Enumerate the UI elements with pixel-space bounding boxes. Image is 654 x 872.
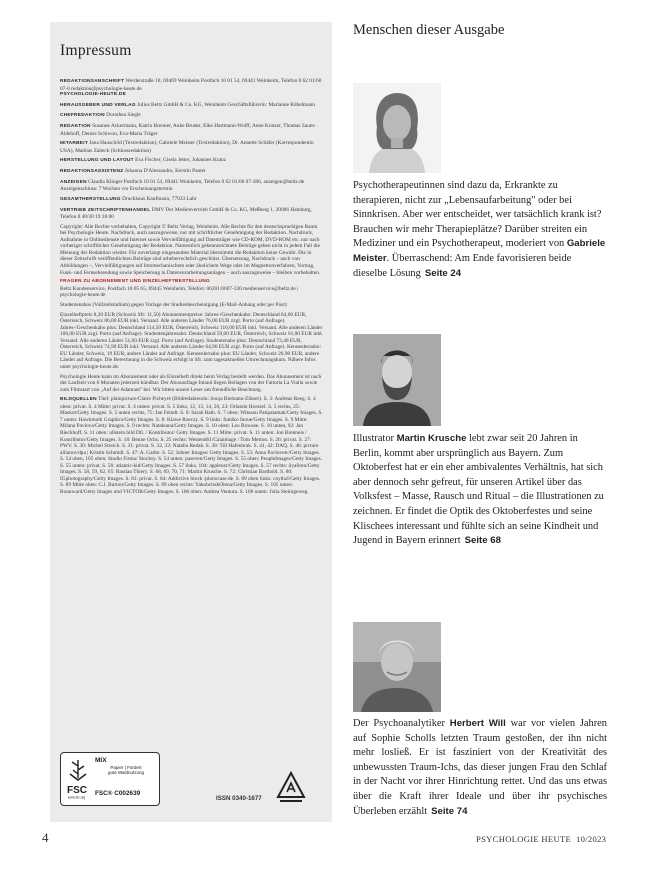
photo-martin-krusche bbox=[353, 334, 441, 426]
contributor-2-post: lebt zwar seit 20 Jahren in Berlin, kommt aber ursprünglich aus Bayern. Zum Oktoberfest hat er ein eher ambivalentes Verhältnis, hat sich aber dennoch sehr gefreut, für unseren Artikel über das Volksfest – Masse, Rausch und Ritual – die Illustrationen zu zeichnen. Er findet die Optik des Oktoberfestes und seine Klischees interessant und fühlte sich an seine Kindheit und Jugend in Bayern erinnert bbox=[353, 433, 604, 547]
impressum-label: REDAKTIONSANSCHRIFT bbox=[60, 79, 125, 84]
impressum-text: Druckhaus Kaufmann, 77933 Lahr bbox=[120, 195, 197, 202]
impressum-text: Titel: plainpicture/Claire Picheyre (Bildredakteurin: Sonja Riemann-Zibner). S. 3: Andreas Reeg. S. 4 oben: privat. S. 4 Mitte: privat. S. 4 unten: privat. S. 5 links, 12, 13, 14, 20, 23: Orlando Hoetzel. S. 5 rechts, 25: Maskot/Getty Images. S. 5 unten rechts, 75: Jan Feindt. S. 6: Sarah Bath. S. 7 oben: Witsanu Patipatamak/Getty Images. S. 7 unten: Hawkmoth Graphics/Getty Images. S. 8: Klawe Rzeczy. S. 9 links: fumiko Inoue/Getty Images. S. 9 Mitte: Milana Pavlova/Getty Images. S. 9 rechts: Nataleana/Getty Images. S. 10 oben: Leo Brousse. S. 10 unten, 92: Jan Rieckhoff. S. 11 oben: ullstein bild Dtl. / Kontributor/ Getty Images. S. 11 Mitte: privat. S. 11 unten: Jon Brenneis / Kontributor/Getty Images. S. 18: Benne Ochs. S. 25 rechts: Westend61/Caiaimage / Tom Merton. S. 26: privat. S. 27: PWV. S. 30: Michel Streich. S. 31: privat. S. 32, 33: Natalia Redak. S. 38: Till Hafenbrak. S. 41, 42: DAQ. S. 46: picture alliance/dpa | Kristin Schmidt. S. 47: A. Garbe. S. 52: Johner Images/ Getty Images. S. 53: Anna Pavlovetc/Getty Images. S. 54 oben, 105 oben: Studio Firma/ Stocksy. S. 54 unten: paseven/Getty Images. S. 55 oben: PeopleImages/Getty Images. S. 55 unten: privat. S. 56: atlantic-kid/Getty Images. S. 57 links, 104: appleuzr/Getty Images. S. 57 rechts: ilyaliren/Getty Images. S. 58, 59, 62, 65: Bastian Thiery. S. 68, 69, 70, 71: Martin Krusche. S. 72: Christian Barthold. S. 80: IGphotography/Getty Images. S. 81: privat. S. 84: Addictive Stock /photocase.de. S. 89 oben links: cnythzl/Getty Images. S. 89 Mitte oben: C.J. Burton/Getty Images. S. 89 oben rechts: YakobchukOlena/Getty Images. S. 105 unten: Bounward/Getty Images und VICTOR/Getty Images. S. 106 oben: Andrea Ventura. S. 106 unten: Julia Steinigeweg. bbox=[60, 396, 323, 495]
impressum-title: Impressum bbox=[60, 42, 132, 59]
impressum-label: MITARBEIT bbox=[60, 141, 89, 147]
fsc-mix: MIX bbox=[95, 757, 107, 764]
impressum-block bbox=[60, 224, 324, 276]
contributor-3-pre: Der Psychoanalytiker bbox=[353, 718, 450, 729]
impressum-label: HERSTELLUNG UND LAYOUT bbox=[60, 158, 134, 164]
impressum-label: VERTRIEB ZEITSCHRIFTENHANDEL bbox=[60, 207, 151, 213]
contributor-2-pre: Illustrator bbox=[353, 433, 397, 444]
contributor-1-page: Seite 24 bbox=[424, 267, 462, 279]
contributor-2-page: Seite 68 bbox=[464, 535, 501, 547]
fsc-text bbox=[95, 765, 157, 776]
impressum-block bbox=[60, 279, 324, 299]
impressum-label: REDAKTION bbox=[60, 124, 91, 130]
fsc-line1: Papier | Fördert bbox=[110, 765, 142, 770]
impressum-text: Susanne Ackermann, Katrin Brenner, Anke Bruder, Elke Hartmann-Wolff, Anne Kratzer, Thomas Saum-Aldehoff, Denise Schiwon, Eva-Maria Träger bbox=[60, 123, 316, 137]
impressum-block bbox=[60, 157, 324, 165]
footer-issue: 10/2023 bbox=[576, 834, 607, 844]
impressum-panel bbox=[50, 22, 332, 822]
fsc-url: www.fsc.org bbox=[68, 795, 86, 800]
impressum-text: Einzelheftpreis 8,20 EUR (Schweiz Sfr: 11,50) Abonnementpreise: Jahres-/Geschenkabo: Deutschland 84,00 EUR, Österreich, Schweiz 86,00 EUR inkl. Versand. Alle anderen Länder 76,00 EUR zzgl. Porto (auf Anfrage). Jahres-/Geschenkabo plus: Deutschland 114,50 EUR, Österreich, Schweiz 116,00 EUR inkl. Versand. Alle anderen Länder 106,00 EUR zzgl. Porto (auf Anfrage). Studentenjahresabo: Deutschland 59,00 EUR, Österreich, Schweiz 61,00 EUR inkl. Versand. Alle anderen Länder 51,00 EUR zzgl. Porto (auf Anfrage). Studentenabo plus: Deutschland 73,40 EUR, Österreich, Schweiz 74,90 EUR inkl. Versand. Alle anderen Länder 64,90 EUR zzgl. Porto (auf Anfrage). Kennenlernabo: EU Länder, Schweiz, 19 EUR, andere Länder auf Anfrage. Kennenlernabo plus: EU Länder, Schweiz 26,90 EUR, andere Länder auf Anfrage. Die Berechnung in die Schweiz erfolgt in Sfr. zum tagesaktuellen Umrechnungskurs. Nähere Infos unter psychologie-heute.de. bbox=[60, 311, 323, 370]
impressum-block bbox=[60, 207, 324, 221]
impressum-block bbox=[60, 78, 324, 99]
impressum-website-label: PSYCHOLOGIE-HEUTE.DE bbox=[60, 92, 127, 98]
contributor-1-pre: Psychotherapeutinnen sind dazu da, Erkrankte zu therapieren, nicht zur „Lebensaufarbeitung" oder bei Sinnkrisen. Aber wer entscheidet, wer tatsächlich krank ist? Brauchen wir mehr Therapieplätze? Darüber streiten ein Mediziner und ein Psychotherapeut, moderiert von bbox=[353, 180, 602, 250]
impressum-label: BILDQUELLEN bbox=[60, 397, 97, 403]
photo-gabriele-meister bbox=[353, 83, 441, 173]
contributor-3-name: Herbert Will bbox=[449, 718, 506, 729]
impressum-block bbox=[60, 179, 324, 193]
contributor-1-name: Gabriele Meister bbox=[353, 238, 606, 264]
contributor-text-2 bbox=[353, 432, 607, 549]
photo-herbert-will bbox=[353, 622, 441, 712]
contributor-3-post: war vor vielen Jahren auf Sophie Scholls letzten Traum gestoßen, der ihn nicht mehr losließ. Er ist fasziniert von der Kreativität des unbewussten Traum-Ichs, das dieser jungen Frau den Schlaf in der Nacht vor ihrer Hinrichtung rettet. Und das uns etwas über die Kraft ihrer Ideale und über ihr psychisches Überleben erzählt bbox=[353, 718, 607, 817]
impressum-block bbox=[60, 168, 324, 176]
issn: ISSN 0340-1677 bbox=[216, 795, 262, 802]
impressum-text: Claudia Klinger Postfach 10 01 54, 69441 Weinheim, Telefon 0 62 01/60 07-386, anzeigen@beltz.de Anzeigenschluss: 7 Wochen vor Erscheinungstermin bbox=[60, 178, 305, 193]
impressum-text: Beltz Kundenservice, Postfach 10 05 65, 69445 Weinheim, Telefon: 06201/6007-330 medienservice@beltz.de | psychologie-heute.de bbox=[60, 285, 299, 299]
footer-magazine-name: PSYCHOLOGIE HEUTE bbox=[476, 834, 572, 844]
impressum-label: FRAGEN ZU ABONNEMENT UND EINZELHEFTBESTELLUNG bbox=[60, 279, 210, 285]
contributor-1-post: . Überraschend: Am Ende favorisieren beide dieselbe Lösung bbox=[353, 252, 572, 279]
recycle-triangle-icon bbox=[276, 770, 306, 806]
impressum-label: ANZEIGEN bbox=[60, 179, 87, 185]
impressum-text: Jana Hauschild (Textredaktion), Gabriele Meister (Textredaktion), Dr. Annette Schäfer (Korrespondentin USA), Mathias Zabeck (Schlussredaktion) bbox=[60, 140, 314, 154]
impressum-label: REDAKTIONSASSISTENZ bbox=[60, 169, 124, 175]
impressum-block bbox=[60, 302, 324, 309]
impressum-text: Dorothea Siegle bbox=[104, 112, 141, 119]
impressum-label: GESAMTHERSTELLUNG bbox=[60, 196, 121, 202]
contributor-text-1 bbox=[353, 179, 607, 281]
contributor-text-3 bbox=[353, 717, 607, 819]
impressum-text: Eva Fischer, Gisela Jetter, Johannes Kranz bbox=[133, 157, 226, 164]
impressum-block bbox=[60, 102, 324, 110]
impressum-text: Studentenabos (Vollzeitstudium) gegen Vorlage der Studienbescheinigung (E-Mail-Anhang oder per Post) bbox=[60, 301, 287, 308]
impressum-block bbox=[60, 140, 324, 154]
page-number: 4 bbox=[42, 830, 49, 845]
impressum-text: Julius Beltz GmbH & Co. KG, Weinheim Geschäftsführerin: Marianne Rübelmann bbox=[135, 101, 315, 108]
fsc-code: FSC® C002639 bbox=[95, 790, 141, 797]
footer-magazine bbox=[476, 834, 606, 844]
impressum-block bbox=[60, 374, 324, 394]
impressum-text: DMV Der Medienvertrieb GmbH & Co. KG, Meßberg 1, 20086 Hamburg, Telefon 0 40/30 19 18 00 bbox=[60, 206, 312, 221]
contributors-title: Menschen dieser Ausgabe bbox=[353, 22, 505, 38]
impressum-text: Johanna D'Alessandro, Kerstin Panter bbox=[123, 168, 206, 175]
impressum-text: Copyright: Alle Rechte vorbehalten, Copyright © Beltz Verlag, Weinheim. Alle Rechte für den deutschsprachigen Raum bei Psychologie Heute. Nachdruck, auch auszugsweise, nur mit schriftlicher Genehmigung der Redaktion. Nachdruck, Aufnahme in Onlinedienste und Internet sowie Vervielfältigung auf Datenträger wie CD-ROM, DVD-ROM etc. nur nach vorheriger schriftlicher Genehmigung der Redaktion. Namentlich gekennzeichnete Beiträge geben nicht in jedem Fall die Meinung der Redaktion wieder. Für unverlangt eingesandtes Material übernimmt die Redaktion keine Gewähr. Die in dieser Zeitschrift veröffentlichten Beiträge sind urheberrechtlich geschützt. Übersetzung, Nachdruck – auch von Abbildungen –, Vervielfältigungen auf fotomechanischem oder ähnlichem Wege oder im Magnettonverfahren, Vortrag, Funk- und Fernsehsendung sowie Speicherung in Datenverarbeitungsanlagen – auch auszugsweise – bleiben vorbehalten. bbox=[60, 223, 321, 276]
impressum-label: HERAUSGEBER UND VERLAG bbox=[60, 102, 136, 108]
contributor-3-page: Seite 74 bbox=[431, 805, 468, 817]
impressum-block bbox=[60, 112, 324, 120]
impressum-block bbox=[60, 123, 324, 137]
impressum-text: Werderstraße 10, 69469 Weinheim Postfach 10 01 54, 69441 Weinheim, Telefon 0 62 01/60 07-0 redaktion@psychologie-heute.de bbox=[60, 78, 322, 92]
impressum-block bbox=[60, 196, 324, 204]
contributor-2-name: Martin Krusche bbox=[396, 433, 467, 444]
fsc-line2: gute Waldnutzung bbox=[107, 770, 145, 776]
impressum-label: CHEFREDAKTION bbox=[60, 113, 105, 119]
impressum-block bbox=[60, 312, 324, 371]
fsc-label bbox=[60, 752, 160, 806]
impressum-block bbox=[60, 396, 324, 495]
impressum-text: Psychologie Heute kann im Abonnement oder als Einzelheft direkt beim Verlag bestellt werden. Das Abonnement ist nach der Laufzeit von 6 Monaten jederzeit kündbar. Der Abonauflage Inland liegen Beilagen von der Fattoria La Vialla sowie zum Filmstart von „Auf der Adamant" bei. Wir bitten unsere Leser um freundliche Beachtung. bbox=[60, 373, 322, 393]
impressum-body bbox=[60, 78, 324, 499]
fsc-logo-text: FSC bbox=[67, 785, 87, 796]
fsc-tree-logo-icon bbox=[65, 758, 91, 800]
